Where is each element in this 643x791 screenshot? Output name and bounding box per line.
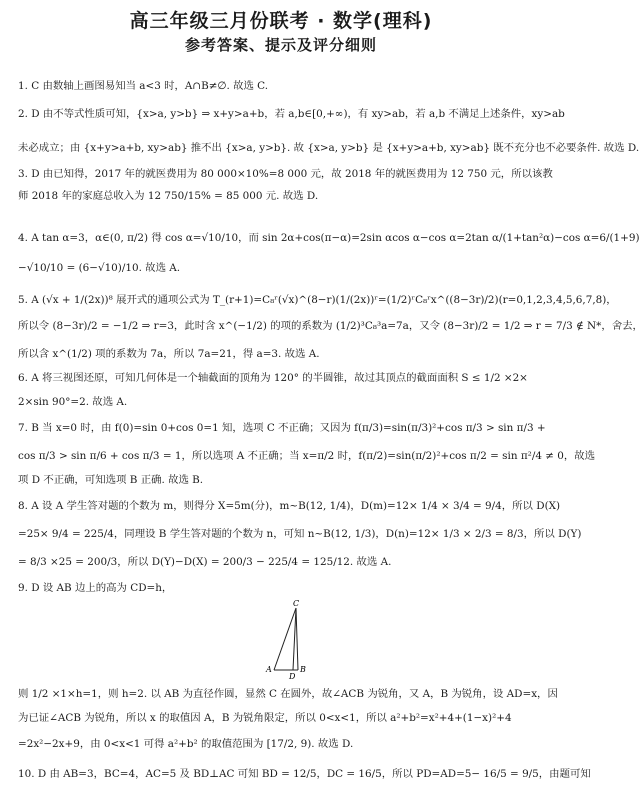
answer-line-4: 3. D 由已知得，2017 年的就医费用为 80 000×10%=8 000 元，故 2018 年的就医费用为 12 750 元，所以该教 (18, 168, 553, 180)
answer-line-7: −√10/10 = (6−√10)/10. 故选 A. (18, 262, 181, 274)
answer-line-3: 未必成立；由 {x+y>a+b, xy>ab} 推不出 {x>a, y>b}. 故 {x>a, y>b} 是 {x+y>a+b, xy>ab} 既不充分也不必要条件. 故选 D. (18, 142, 640, 154)
label-d: D (289, 672, 296, 681)
answer-line-1: 1. C 由数轴上画图易知当 a<3 时，A∩B≠∅. 故选 C. (18, 80, 269, 92)
answer-line-18: = 8/3 ×25 = 200/3，所以 D(Y)−D(X) = 200/3 − 225/4 = 125/12. 故选 A. (18, 556, 392, 568)
answer-line-11: 6. A 将三视图还原，可知几何体是一个轴截面的顶角为 120° 的半圆锥，故过其顶点的截面面积 S ≤ 1/2 ×2× (18, 372, 528, 384)
answer-line-23: 10. D 由 AB=3，BC=4，AC=5 及 BD⊥AC 可知 BD = 12/5，DC = 16/5，所以 PD=AD=5− 16/5 = 9/5，由题可知 (18, 768, 591, 780)
page-subtitle: 参考答案、提示及评分细则 (184, 36, 377, 54)
answer-line-2: 2. D 由不等式性质可知，{x>a, y>b} ⇒ x+y>a+b，若 a,b∈[0,+∞)，有 xy>ab，若 a,b 不满足上述条件，xy>ab (18, 108, 565, 120)
answer-line-16: 8. A 设 A 学生答对题的个数为 m，则得分 X=5m(分)，m~B(12, 1/4)，D(m)=12× 1/4 × 3/4 = 9/4，所以 D(X) (18, 500, 561, 512)
answer-line-22: =2x²−2x+9，由 0<x<1 可得 a²+b² 的取值范围为 [17/2, 9). 故选 D. (18, 738, 354, 750)
answer-line-10: 所以含 x^(1/2) 项的系数为 7a，所以 7a=21，得 a=3. 故选 A. (18, 348, 320, 360)
answer-line-8: 5. A (√x + 1/(2x))⁸ 展开式的通项公式为 T_(r+1)=C₈ʳ(√x)^(8−r)(1/(2x))ʳ=(1/2)ʳC₈ʳx^((8−3r)/2)(r=0,1,2,3,4,5,6,7,8)， (18, 294, 617, 306)
triangle-figure (260, 600, 320, 680)
answer-line-6: 4. A tan α=3，α∈(0, π/2) 得 cos α=√10/10，而 sin 2α+cos(π−α)=2sin αcos α−cos α=2tan α/(1+tan²α)−cos α=6/(1+9) (18, 232, 640, 244)
answer-line-15: 项 D 不正确，可知选项 B 正确. 故选 B. (18, 474, 204, 486)
answer-line-5: 师 2018 年的家庭总收入为 12 750/15% = 85 000 元. 故选 D. (18, 190, 319, 202)
answer-line-19: 9. D 设 AB 边上的高为 CD=h， (18, 582, 173, 594)
answer-line-12: 2×sin 90°=2. 故选 A. (18, 396, 128, 408)
answer-line-20: 则 1/2 ×1×h=1，则 h=2. 以 AB 为直径作圆，显然 C 在圆外，故∠ACB 为锐角，又 A，B 为锐角，设 AD=x，因 (18, 688, 558, 700)
answer-line-14: cos π/3 > sin π/6 + cos π/3 = 1，所以选项 A 不正确；当 x=π/2 时，f(π/2)=sin(π/2)²+cos π/2 = sin π²/4 ≠ 0，故选 (18, 450, 596, 462)
answer-line-17: =25× 9/4 = 225/4，同理设 B 学生答对题的个数为 n，可知 n~B(12, 1/3)，D(n)=12× 1/3 × 2/3 = 8/3，所以 D(Y) (18, 528, 582, 540)
label-c: C (293, 599, 300, 608)
page-title: 高三年级三月份联考 · 数学(理科) (129, 10, 433, 32)
answer-line-9: 所以令 (8−3r)/2 = −1/2 ⇒ r=3，此时含 x^(−1/2) 的项的系数为 (1/2)³C₈³a=7a，又令 (8−3r)/2 = 1/2 ⇒ r = 7/3 ∉ N*，舍去， (18, 320, 643, 332)
answer-line-21: 为已证∠ACB 为锐角，所以 x 的取值因 A，B 为锐角限定，所以 0<x<1，所以 a²+b²=x²+4+(1−x)²+4 (18, 712, 512, 724)
answer-line-13: 7. B 当 x=0 时，由 f(0)=sin 0+cos 0=1 知，选项 C 不正确；又因为 f(π/3)=sin(π/3)²+cos π/3 > sin π/3 + (18, 422, 546, 434)
label-a: A (266, 665, 272, 674)
label-b: B (300, 665, 306, 674)
